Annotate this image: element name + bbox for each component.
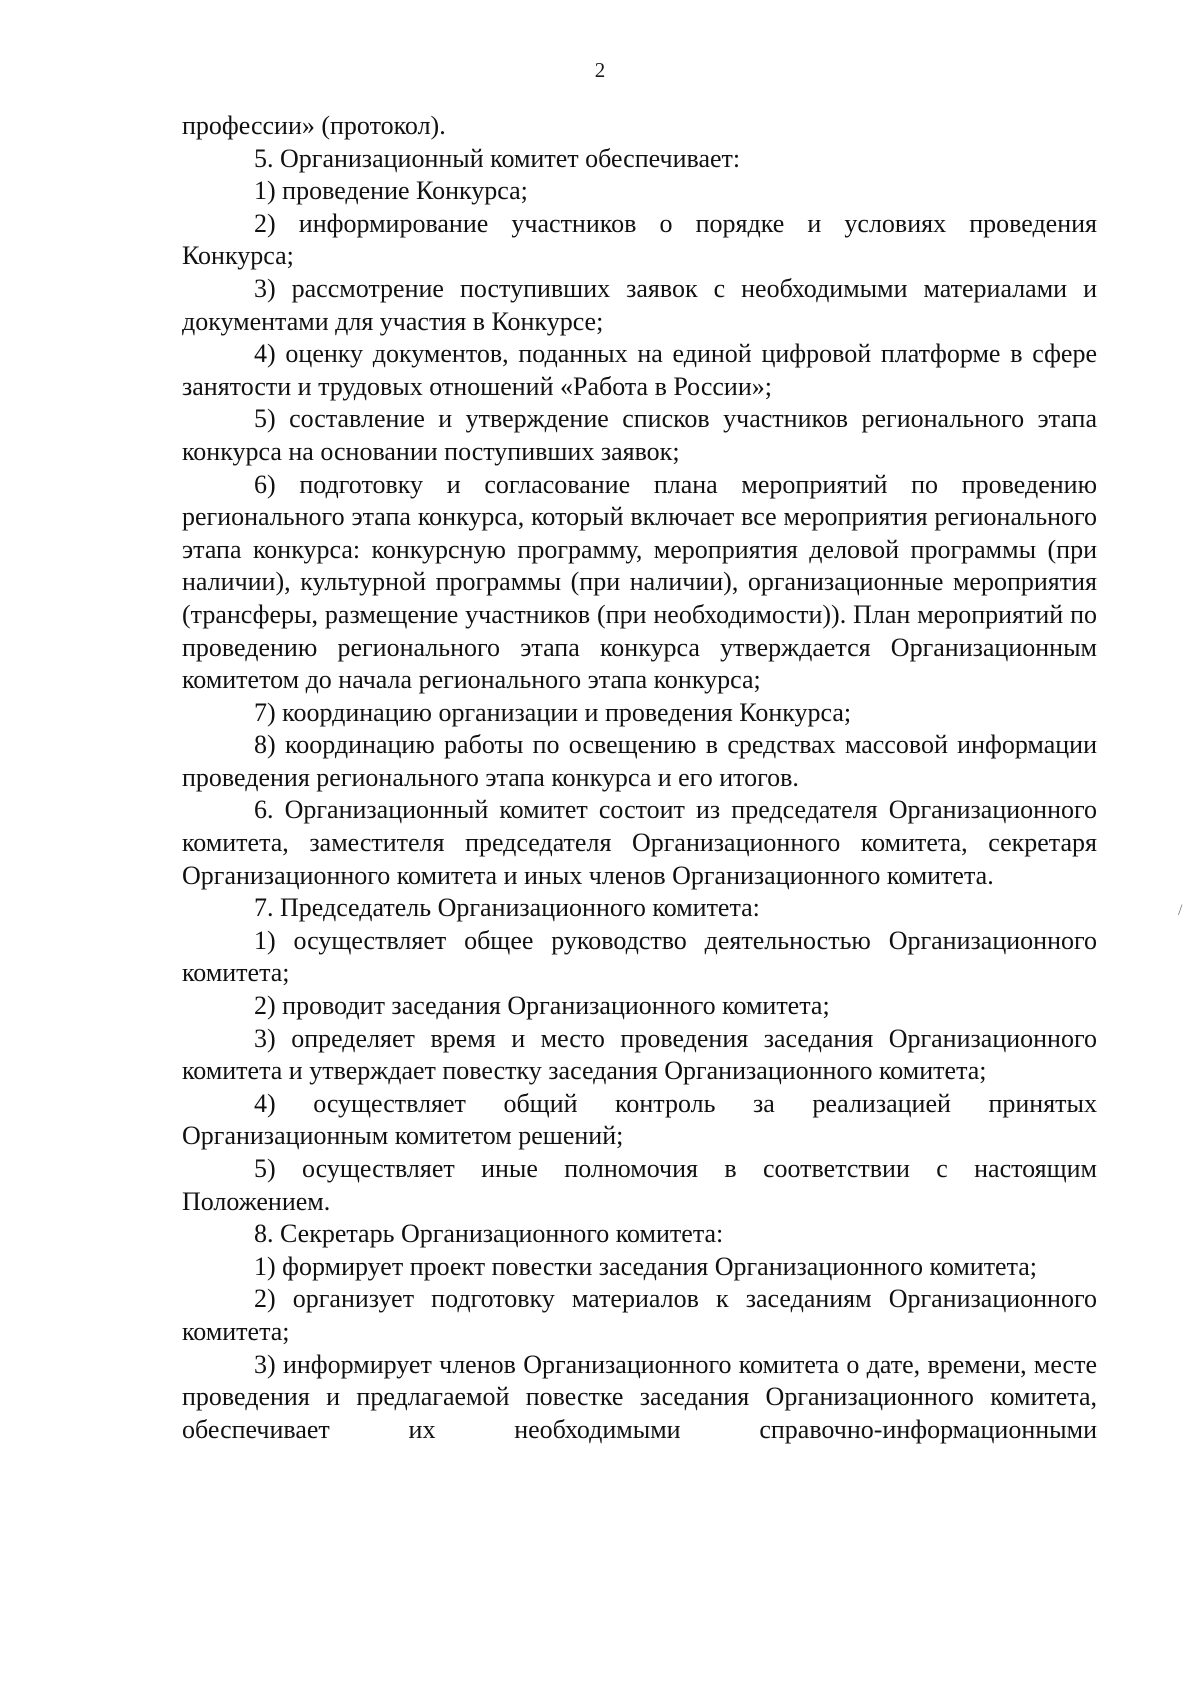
paragraph: 3) рассмотрение поступивших заявок с необходимыми материалами и документами для участия в Конкурсе; — [182, 273, 1097, 336]
paragraph: 2) проводит заседания Организационного комитета; — [254, 991, 830, 1021]
scan-speck: / — [1178, 902, 1183, 919]
paragraph: 8) координацию работы по освещению в средствах массовой информации проведения регионального этапа конкурса и его итогов. — [182, 730, 1097, 792]
page-number: 2 — [594, 58, 606, 82]
paragraph: 6) подготовку и согласование плана мероприятий по проведению регионального этапа конкурса, который включает все мероприятия регионального этапа конкурса: конкурсную программу, мероприятия деловой программы (при наличии), культурной программы (при наличии), организационные мероприятия (трансферы, размещение участников (при необходимости)). План мероприятий по проведению регионального этапа конкурса утверждается Организационным комитетом до начала регионального этапа конкурса; — [182, 469, 1097, 695]
document-body — [182, 110, 1097, 1446]
paragraph: 5) осуществляет иные полномочия в соответствии с настоящим Положением. — [182, 1154, 1097, 1216]
paragraph: 7) координацию организации и проведения Конкурса; — [254, 697, 852, 727]
paragraph: 7. Председатель Организационного комитета: — [254, 893, 760, 923]
paragraph: 1) осуществляет общее руководство деятельностью Организационного комитета; — [182, 925, 1097, 988]
paragraph: 6. Организационный комитет состоит из председателя Организационного комитета, заместителя председателя Организационного комитета, секретаря Организационного комитета и иных членов Организационного комитета. — [182, 795, 1097, 890]
paragraph: 3) информирует членов Организационного комитета о дате, времени, месте проведения и предлагаемой повестке заседания Организационного комитета, обеспечивает их необходимыми справочно-информационными — [182, 1349, 1097, 1444]
paragraph: 2) информирование участников о порядке и условиях проведения Конкурса; — [182, 208, 1097, 271]
paragraph: 1) формирует проект повестки заседания Организационного комитета; — [254, 1251, 1038, 1281]
paragraph: 8. Секретарь Организационного комитета: — [254, 1219, 724, 1249]
paragraph: 2) организует подготовку материалов к заседаниям Организационного комитета; — [182, 1284, 1097, 1346]
paragraph: 3) определяет время и место проведения заседания Организационного комитета и утверждает повестку заседания Организационного комитета; — [182, 1023, 1097, 1086]
paragraph: профессии» (протокол). — [182, 111, 446, 140]
paragraph: 5) составление и утверждение списков участников регионального этапа конкурса на основании поступивших заявок; — [182, 404, 1097, 466]
paragraph: 4) осуществляет общий контроль за реализацией принятых Организационным комитетом решений; — [182, 1088, 1097, 1151]
paragraph: 5. Организационный комитет обеспечивает: — [254, 143, 741, 173]
paragraph: 4) оценку документов, поданных на единой цифровой платформе в сфере занятости и трудовых отношений «Работа в России»; — [182, 339, 1097, 401]
paragraph: 1) проведение Конкурса; — [254, 176, 528, 206]
